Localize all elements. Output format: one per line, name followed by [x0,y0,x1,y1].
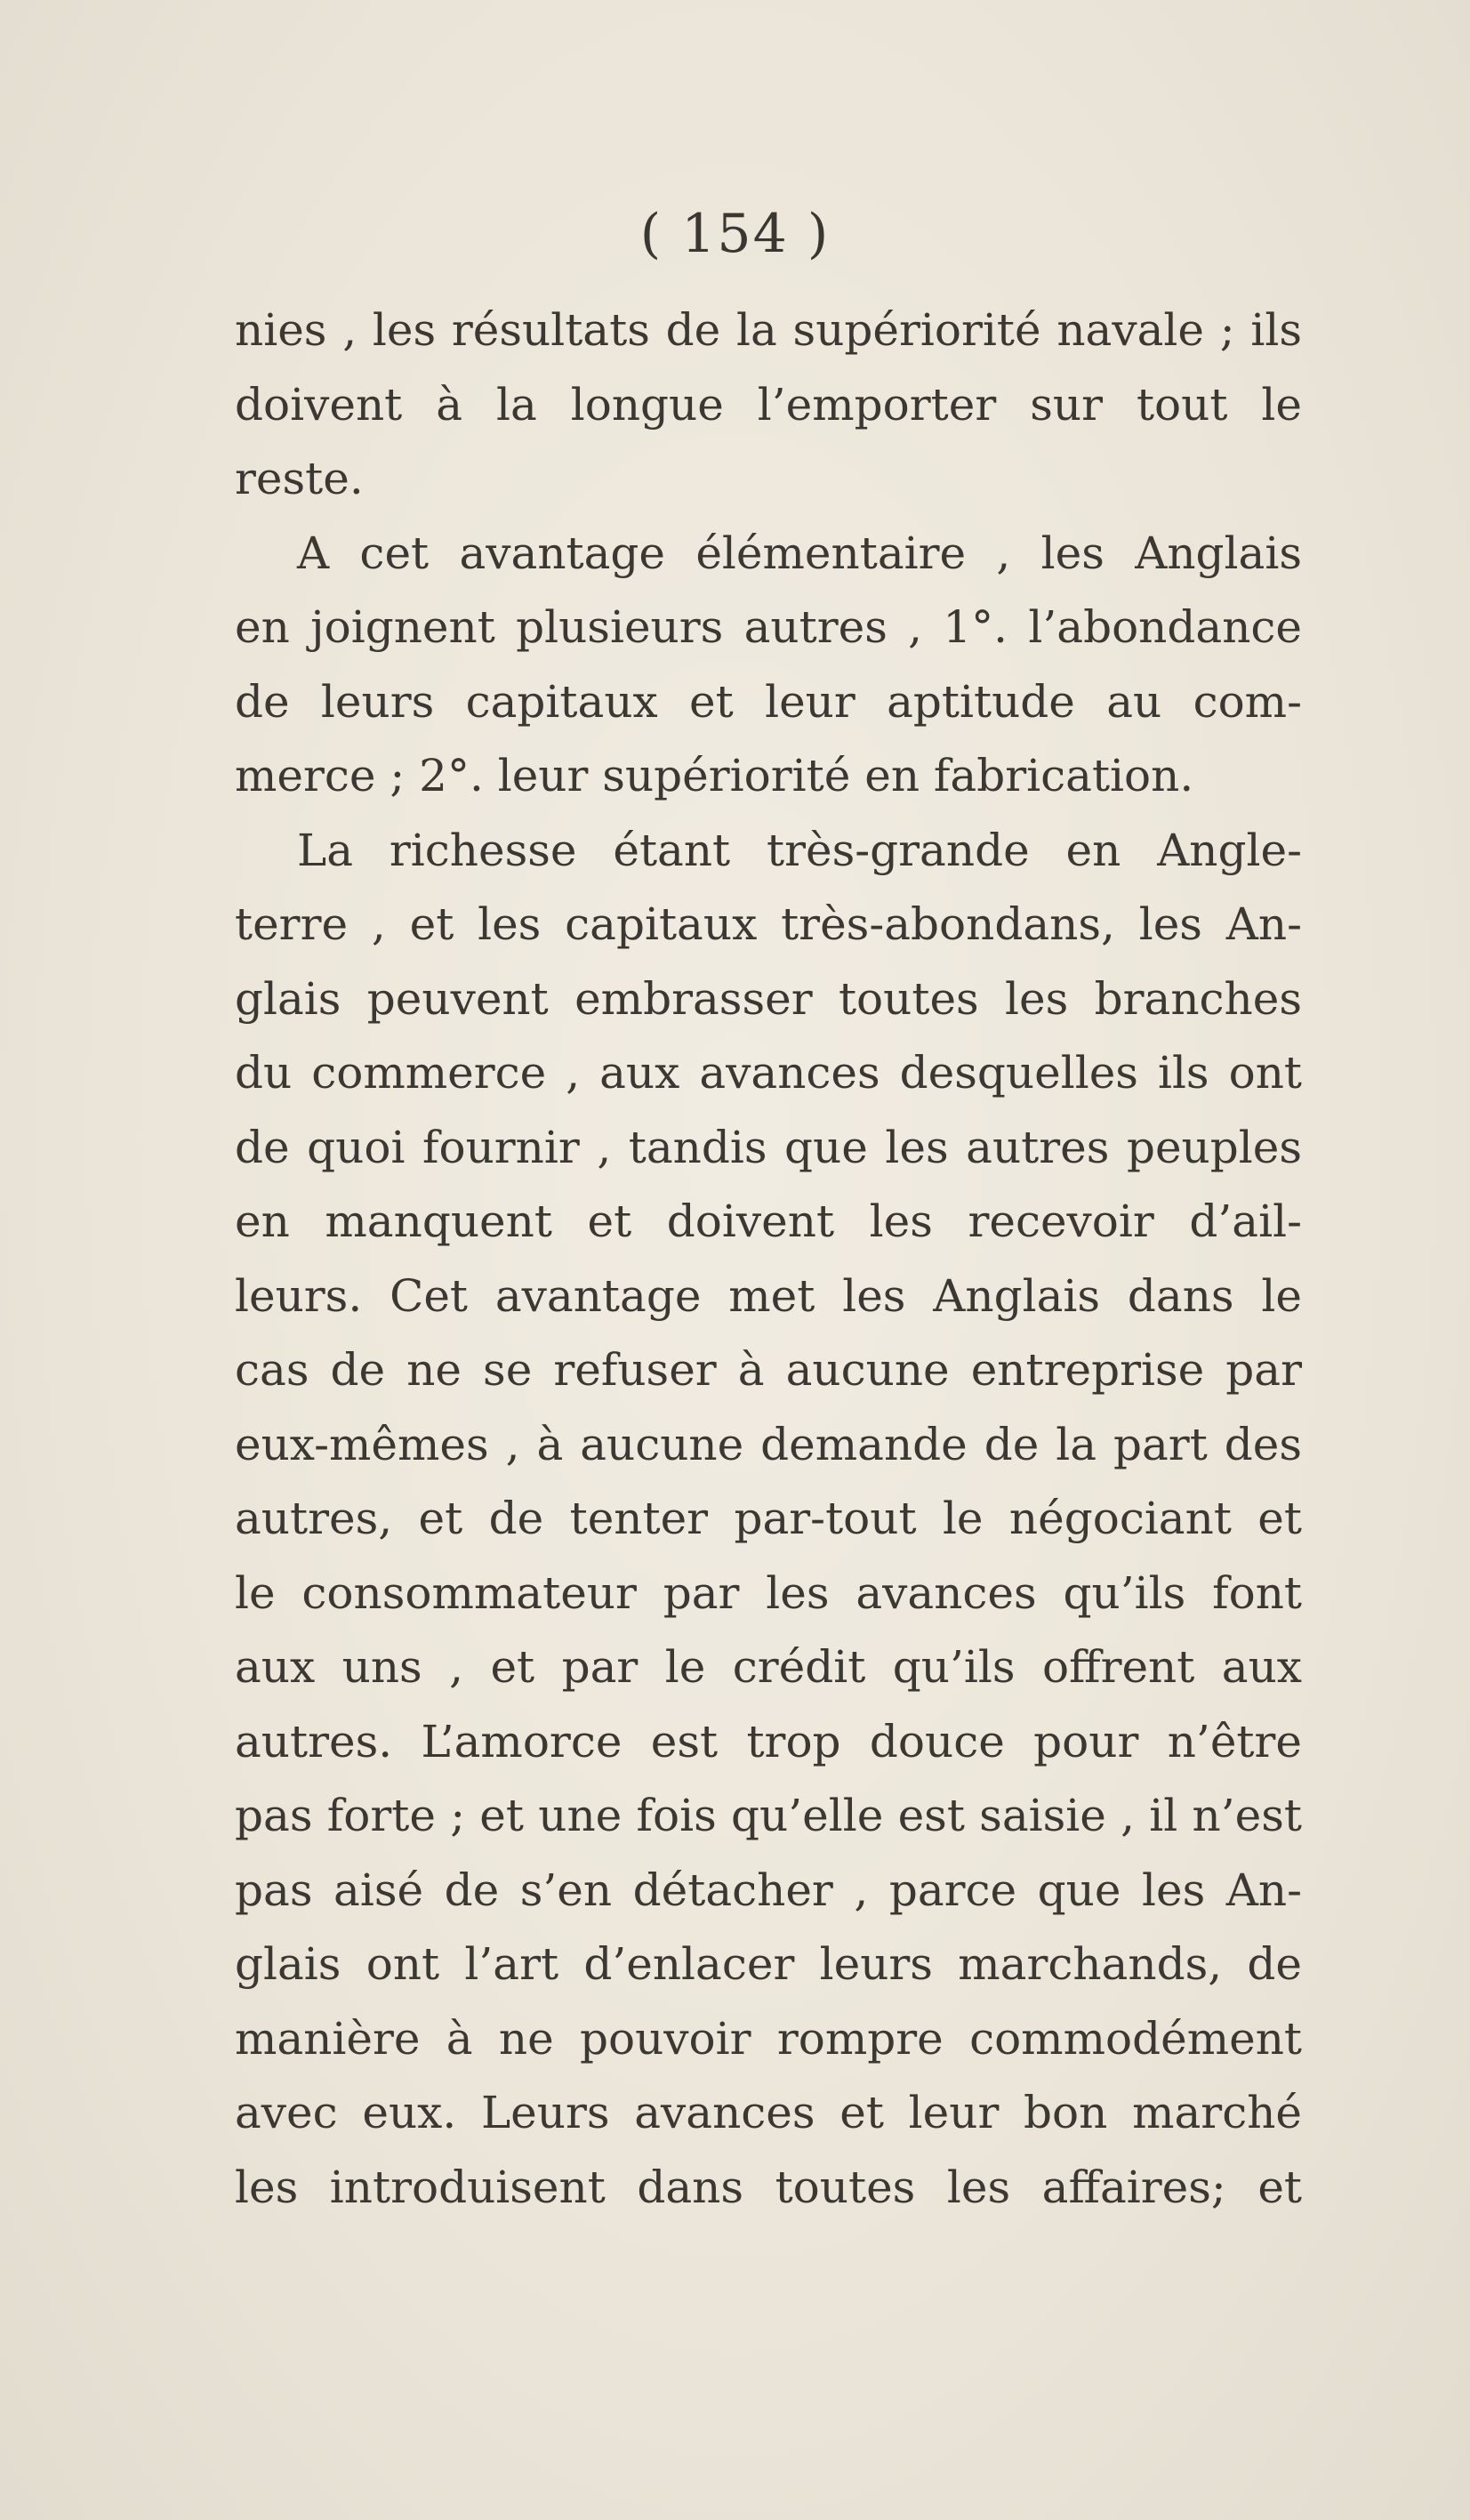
paragraph-first-line: A cet avantage élémentaire , les Anglais [297,527,1302,579]
text-line: pas forte ; et une fois qu’elle est saisie , il n’est [235,1790,1302,1841]
text-line: en joignent plusieurs autres , 1°. l’abondance [235,601,1302,653]
text-line: doivent à la longue l’emporter sur tout le [235,378,1302,431]
text-line: glais peuvent embrasser toutes les branches [235,972,1302,1025]
paragraph-first-line: La richesse étant très-grande en Angle- [297,824,1302,876]
body-text [235,294,1302,2225]
text-line: du commerce , aux avances desquelles ils ont [235,1047,1302,1099]
page-number: ( 154 ) [639,203,831,265]
text-line: leurs. Cet avantage met les Anglais dans le [235,1269,1302,1322]
text-line: autres, et de tenter par-tout le négociant et [235,1493,1302,1544]
text-line: nies , les résultats de la supériorité navale ; ils [235,304,1302,356]
text-line: reste. [235,453,364,504]
text-line: en manquent et doivent les recevoir d’ail- [235,1196,1302,1247]
text-line: le consommateur par les avances qu’ils font [235,1566,1302,1619]
text-line: de quoi fournir , tandis que les autres peuples [235,1121,1302,1173]
text-line: cas de ne se refuser à aucune entreprise par [235,1344,1302,1396]
text-line: glais ont l’art d’enlacer leurs marchands, de [235,1938,1302,1990]
text-line: manière à ne pouvoir rompre commodément [235,2012,1302,2065]
text-line: avec eux. Leurs avances et leur bon marché [235,2087,1302,2138]
text-line: autres. L’amorce est trop douce pour n’être [235,1715,1302,1767]
text-line: terre , et les capitaux très-abondans, les An- [235,898,1302,950]
text-line: eux-mêmes , à aucune demande de la part des [235,1418,1302,1470]
text-line: les introduisent dans toutes les affaires; et [235,2161,1302,2213]
text-line: aux uns , et par le crédit qu’ils offrent aux [235,1641,1302,1693]
text-line: de leurs capitaux et leur aptitude au com- [235,675,1302,728]
text-line: merce ; 2°. leur supériorité en fabrication. [235,750,1194,801]
text-line: pas aisé de s’en détacher , parce que les An- [235,1864,1302,1916]
